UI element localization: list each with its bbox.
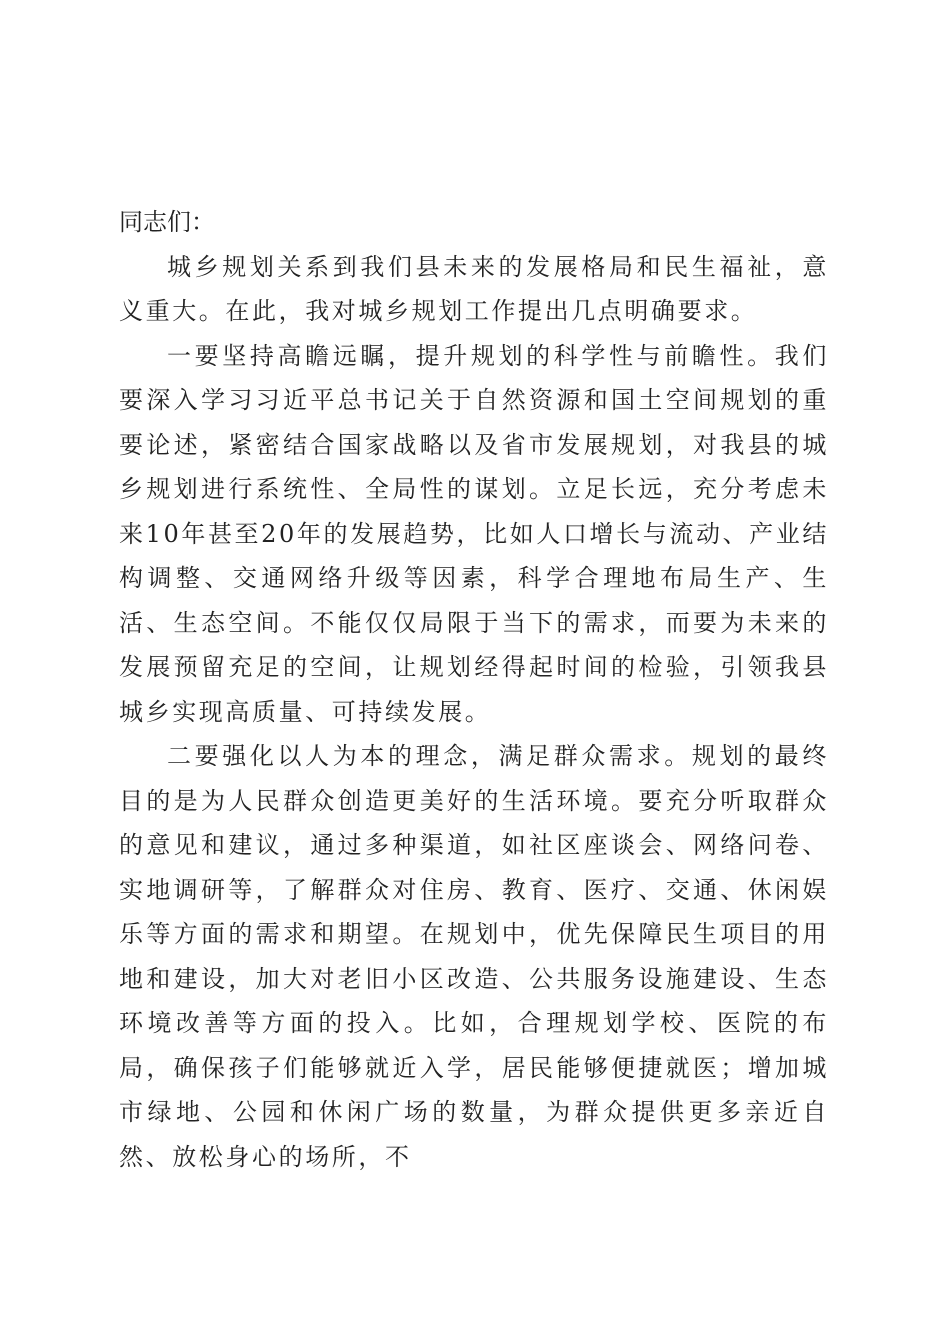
paragraph-point-one: 一要坚持高瞻远瞩，提升规划的科学性与前瞻性。我们要深入学习习近平总书记关于自然资源和国土空间规划的重要论述，紧密结合国家战略以及省市发展规划，对我县的城乡规划进行系统性、全局性的谋划。立足长远，充分考虑未来10年甚至20年的发展趋势，比如人口增长与流动、产业结构调整、交通网络升级等因素，科学合理地布局生产、生活、生态空间。不能仅仅局限于当下的需求，而要为未来的发展预留充足的空间，让规划经得起时间的检验，引领我县城乡实现高质量、可持续发展。 [119, 341, 829, 726]
paragraph-point-two: 二要强化以人为本的理念，满足群众需求。规划的最终目的是为人民群众创造更美好的生活环境。要充分听取群众的意见和建议，通过多种渠道，如社区座谈会、网络问卷、实地调研等，了解群众对住房、教育、医疗、交通、休闲娱乐等方面的需求和期望。在规划中，优先保障民生项目的用地和建设，加大对老旧小区改造、公共服务设施建设、生态环境改善等方面的投入。比如，合理规划学校、医院的布局，确保孩子们能够就近入学，居民能够便捷就医；增加城市绿地、公园和休闲广场的数量，为群众提供更多亲近自然、放松身心的场所，不 [119, 742, 829, 1171]
paragraph-intro: 城乡规划关系到我们县未来的发展格局和民生福祉，意义重大。在此，我对城乡规划工作提出几点明确要求。 [119, 252, 829, 325]
salutation: 同志们： [119, 208, 215, 236]
document-body [119, 200, 829, 1179]
